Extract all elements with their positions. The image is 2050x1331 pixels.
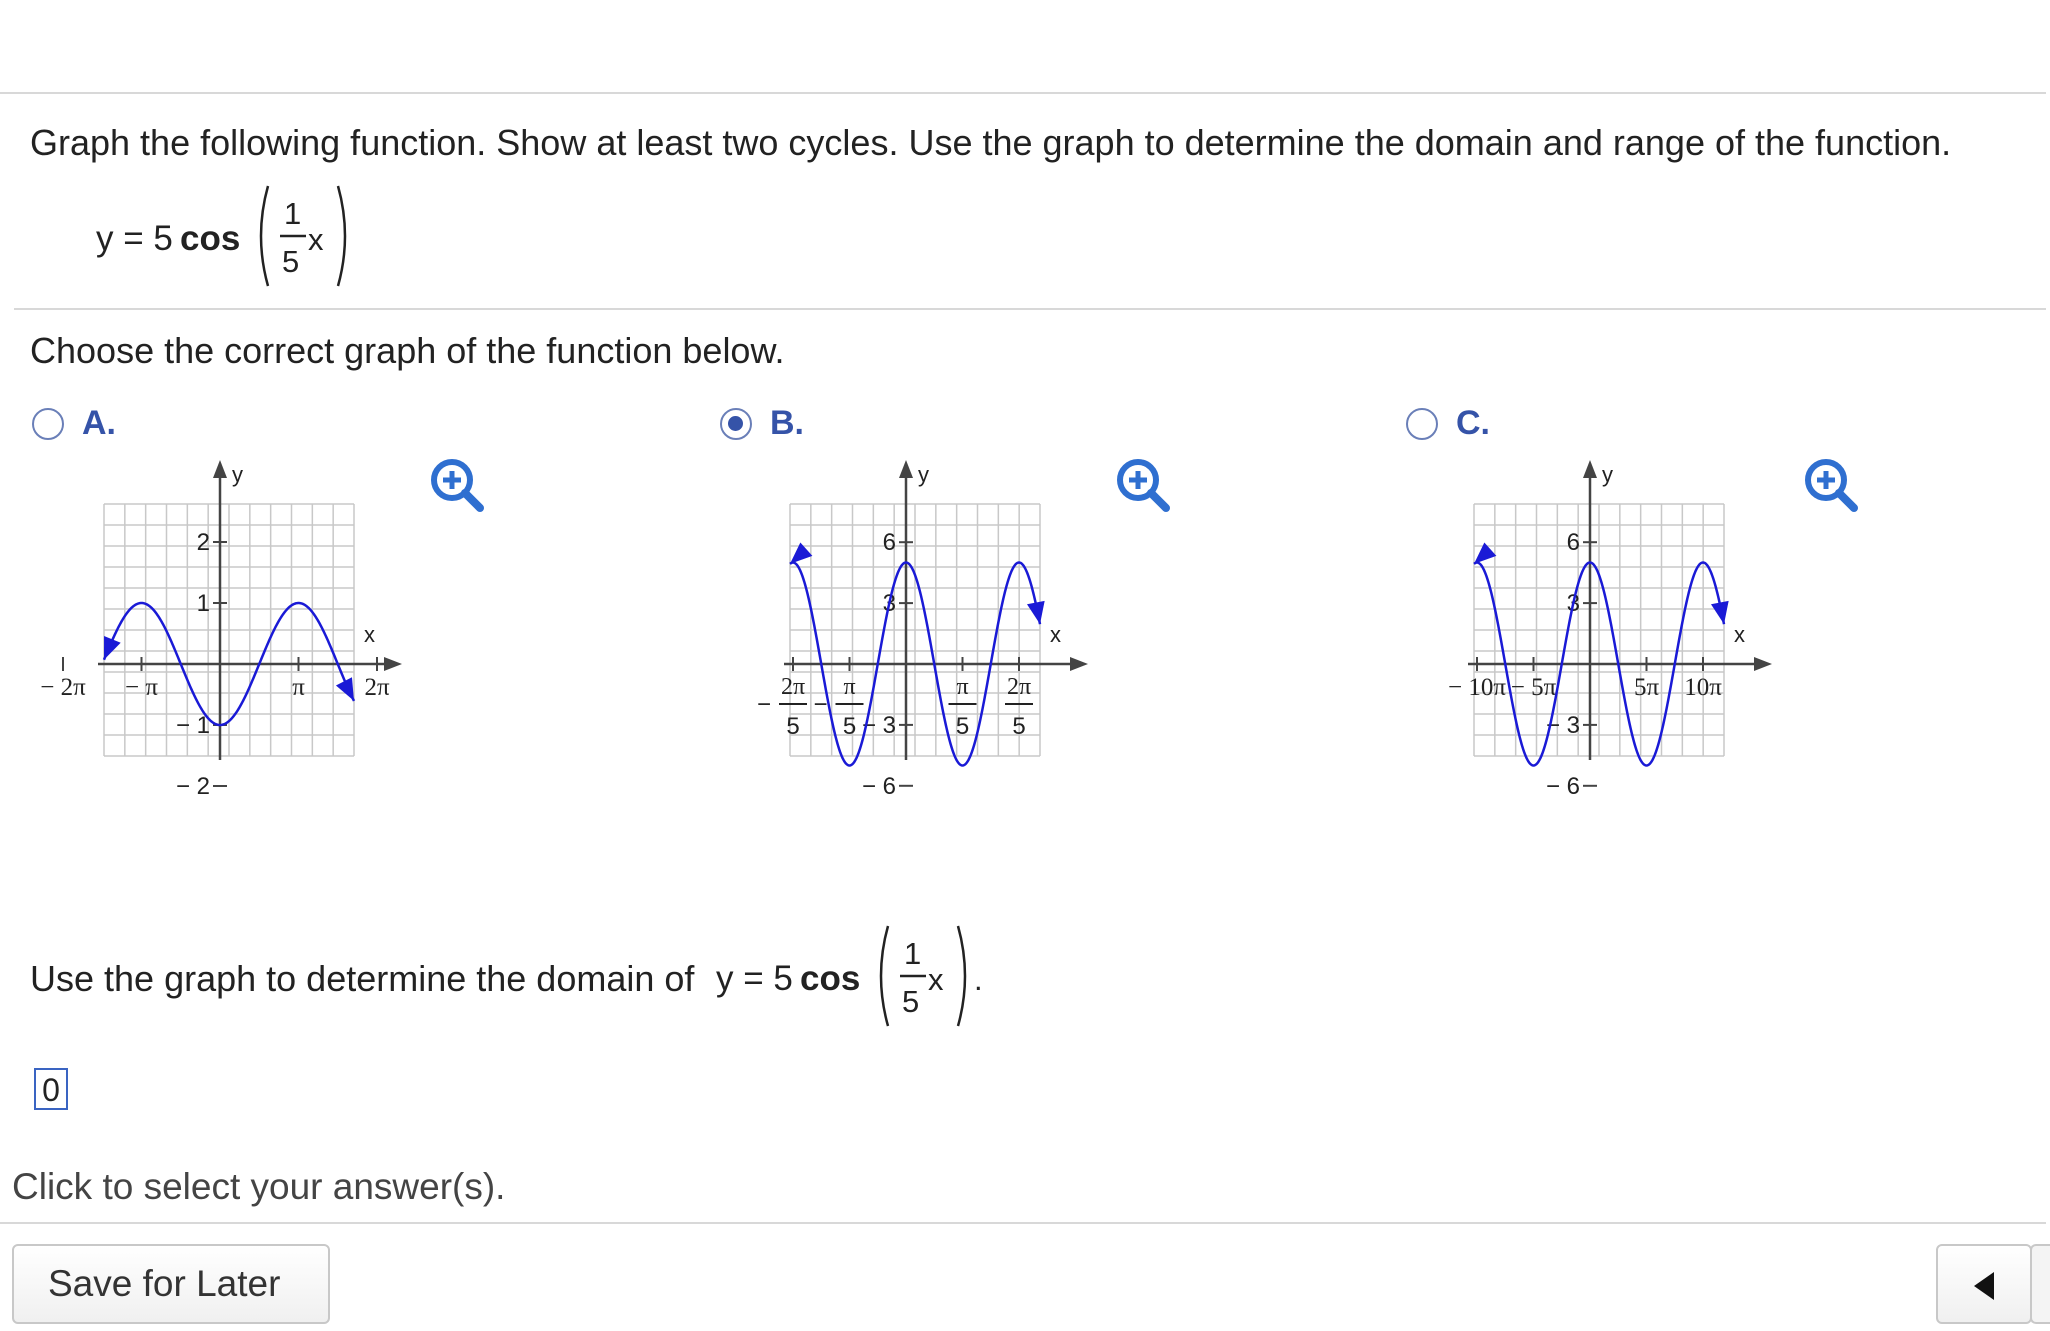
grid: [104, 504, 354, 756]
y-axis-arrow: [1583, 460, 1597, 478]
y-axis-label: y: [1602, 462, 1613, 487]
y-axis-arrow: [213, 460, 227, 478]
option-c-radio[interactable]: [1406, 408, 1438, 440]
x-axis-label: x: [364, 622, 375, 647]
y-tick-label: 2: [196, 529, 210, 556]
part1-instruction: Choose the correct graph of the function below.: [30, 330, 785, 371]
equation-frac-den: 5: [282, 244, 300, 279]
y-tick-label: − 1: [175, 712, 210, 739]
x-tick-label: − 10π: [1448, 674, 1506, 701]
x-tick-denominator: 5: [1012, 713, 1026, 740]
graph-option-c: [1440, 456, 1860, 866]
y-tick-label: − 3: [861, 711, 896, 739]
x-tick-denominator: 5: [786, 713, 800, 740]
curve-arrowhead: [1027, 601, 1045, 624]
domain-equation: [712, 918, 1002, 1036]
equation-func: cos: [800, 959, 861, 998]
x-axis-arrow: [384, 657, 402, 671]
option-c[interactable]: [1406, 404, 1490, 443]
grid: [790, 504, 1040, 756]
equation-func: cos: [180, 219, 241, 258]
equation-frac-den: 5: [902, 984, 920, 1019]
x-tick-label: π: [292, 674, 305, 701]
equation-var: x: [928, 962, 944, 997]
x-tick-label: 5π: [1633, 674, 1660, 701]
triangle-left-icon: [1938, 1246, 2034, 1326]
x-tick-numerator: π: [843, 674, 856, 700]
function-equation: [90, 178, 360, 296]
x-tick-label: [757, 674, 807, 740]
y-tick-label: 3: [1566, 590, 1580, 618]
y-tick-label: − 6: [861, 772, 896, 800]
x-axis-arrow: [1070, 657, 1088, 671]
x-tick-label: 10π: [1684, 674, 1722, 701]
y-tick-label: − 3: [1545, 711, 1580, 739]
option-c-label[interactable]: C.: [1456, 404, 1490, 442]
top-divider: [0, 92, 2046, 94]
y-tick-label: − 2: [175, 773, 210, 800]
x-tick-denominator: 5: [955, 713, 970, 740]
curve-arrowhead: [104, 636, 121, 660]
select-hint: Click to select your answer(s).: [12, 1166, 506, 1207]
equation-frac-num: 1: [904, 936, 922, 971]
x-tick-label: − 2π: [40, 674, 86, 701]
curve-arrowhead: [1711, 601, 1729, 624]
save-for-later-button[interactable]: Save for Later: [12, 1244, 330, 1324]
option-b-label[interactable]: B.: [770, 404, 804, 442]
grid: [1474, 504, 1724, 756]
option-b-radio[interactable]: [720, 408, 752, 440]
x-tick-sign: −: [756, 691, 771, 718]
y-tick-label: 1: [196, 590, 210, 617]
next-button[interactable]: [2030, 1244, 2050, 1324]
option-a-label[interactable]: A.: [82, 404, 116, 442]
x-tick-denominator: 5: [842, 713, 857, 740]
part2-instruction: Use the graph to determine the domain of: [30, 958, 695, 999]
previous-button[interactable]: [1936, 1244, 2032, 1324]
equation-var: x: [308, 222, 324, 257]
x-axis-label: x: [1050, 622, 1061, 647]
equation-frac-num: 1: [284, 196, 302, 231]
x-tick-numerator: 2π: [780, 674, 806, 700]
section-divider: [14, 308, 2046, 310]
x-tick-label: 2π: [364, 674, 390, 701]
footer-divider: [0, 1222, 2046, 1224]
equation-period: .: [974, 962, 983, 997]
y-tick-label: − 6: [1545, 772, 1580, 800]
x-axis-label: x: [1734, 622, 1745, 647]
graph-option-b: [756, 456, 1176, 866]
domain-answer-field[interactable]: 0: [34, 1068, 68, 1110]
question-prompt: Graph the following function. Show at least two cycles. Use the graph to determine the domain and range of the function.: [30, 122, 1952, 163]
x-tick-label: [813, 674, 863, 740]
y-tick-label: 6: [882, 529, 896, 557]
x-tick-label: − π: [125, 674, 158, 701]
y-axis-arrow: [899, 460, 913, 478]
option-a[interactable]: [32, 404, 116, 443]
equation-lhs: y = 5: [96, 219, 173, 258]
x-tick-label: [949, 674, 977, 740]
x-axis-arrow: [1754, 657, 1772, 671]
x-tick-label: − 5π: [1510, 674, 1557, 701]
x-tick-numerator: 2π: [1006, 674, 1032, 700]
option-b[interactable]: [720, 404, 804, 443]
y-axis-label: y: [918, 462, 929, 487]
equation-lhs: y = 5: [716, 959, 793, 998]
graph-option-a: [40, 456, 490, 866]
x-tick-numerator: π: [956, 674, 969, 700]
x-tick-sign: −: [813, 691, 828, 718]
y-tick-label: 6: [1566, 529, 1580, 557]
y-axis-label: y: [232, 462, 243, 487]
y-tick-label: 3: [882, 590, 896, 618]
option-a-radio[interactable]: [32, 408, 64, 440]
